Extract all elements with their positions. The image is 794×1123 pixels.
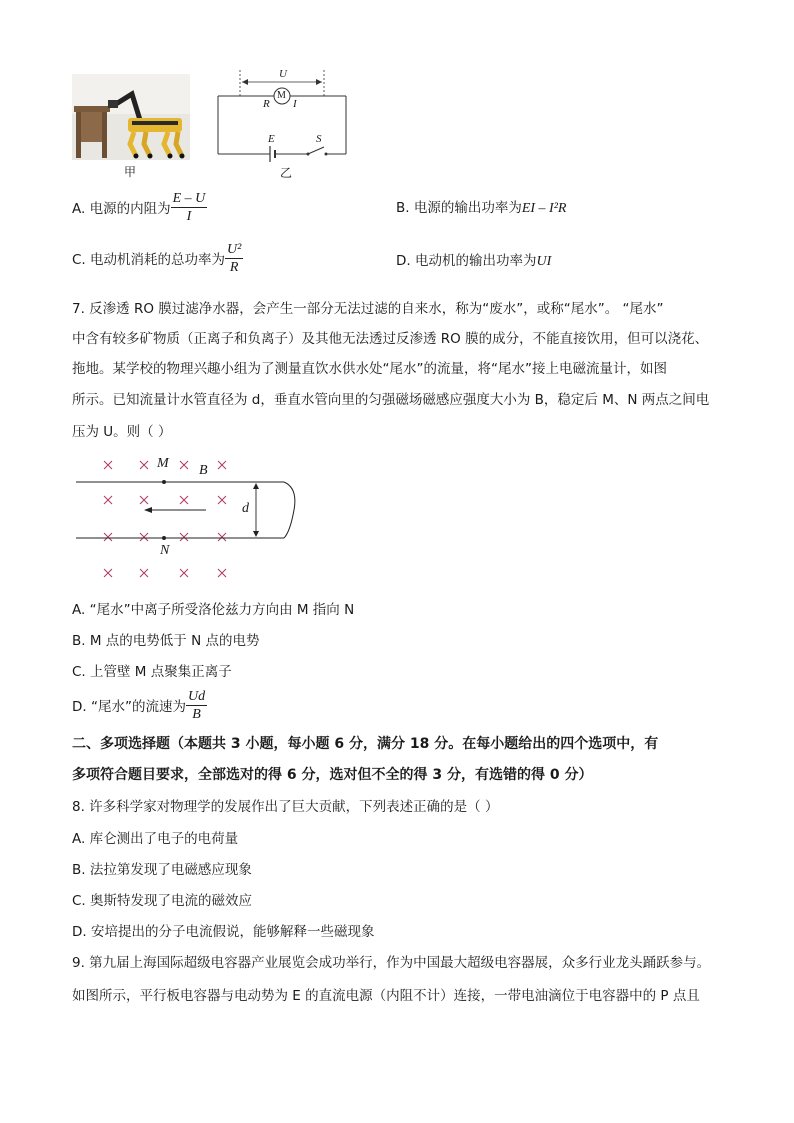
q6-option-a xyxy=(72,186,207,228)
flowmeter-label-d: d xyxy=(242,501,249,516)
flowmeter-label-b: B xyxy=(199,463,208,478)
q6-option-d xyxy=(396,249,551,270)
q6-option-a-text: A. 电源的内阻为 xyxy=(72,201,171,217)
q7-flowmeter-figure xyxy=(72,452,312,586)
q9-stem-line1: 9. 第九届上海国际超级电容器产业展览会成功举行，作为中国最大超级电容器展，众多行业龙头踊跃参与。 xyxy=(72,955,711,971)
q6-option-c-denominator: R xyxy=(229,259,239,275)
robot-dog-photo xyxy=(72,74,190,160)
q7-stem-line4: 所示。已知流量计水管直径为 d，垂直水管向里的匀强磁场磁感应强度大小为 B，稳定后 M、N 两点之间电 xyxy=(72,392,710,408)
q8-option-c: C. 奥斯特发现了电流的磁效应 xyxy=(72,893,253,909)
circuit-label-u: U xyxy=(279,68,287,80)
q8-option-d: D. 安培提出的分子电流假说，能够解释一些磁现象 xyxy=(72,924,375,940)
section2-heading-line2: 多项符合题目要求，全部选对的得 6 分，选对但不全的得 3 分，有选错的得 0 分） xyxy=(72,767,593,783)
circuit-diagram xyxy=(212,66,352,170)
q8-stem: 8. 许多科学家对物理学的发展作出了巨大贡献，下列表述正确的是（ ） xyxy=(72,799,499,815)
figure-jia-caption: 甲 xyxy=(124,165,137,179)
magnetic-field-crosses xyxy=(104,461,226,577)
flowmeter-label-m: M xyxy=(157,456,169,471)
q6-option-b-text: B. 电源的输出功率为 xyxy=(396,200,522,216)
q6-option-c-text: C. 电动机消耗的总功率为 xyxy=(72,252,226,268)
q7-option-a: A. “尾水”中离子所受洛伦兹力方向由 M 指向 N xyxy=(72,602,355,618)
q6-option-c-numerator: U² xyxy=(227,241,242,257)
q7-option-b: B. M 点的电势低于 N 点的电势 xyxy=(72,633,260,649)
q7-option-c: C. 上管壁 M 点聚集正离子 xyxy=(72,664,232,680)
q7-option-d xyxy=(72,684,207,726)
figure-jia xyxy=(72,74,190,160)
circuit-label-i: I xyxy=(293,98,297,110)
q7-stem-line1: 7. 反渗透 RO 膜过滤净水器，会产生一部分无法过滤的自来水，称为“废水”，或称“尾水”。 “尾水” xyxy=(72,301,664,317)
q6-option-c-fraction xyxy=(225,241,243,276)
flowmeter-label-n: N xyxy=(160,543,170,558)
circuit-label-m: M xyxy=(277,90,286,101)
q7-option-d-numerator: Ud xyxy=(187,688,206,704)
q6-option-d-text: D. 电动机的输出功率为 xyxy=(396,253,537,269)
q6-option-a-numerator: E – U xyxy=(172,190,206,206)
q9-stem-line2: 如图所示，平行板电容器与电动势为 E 的直流电源（内阻不计）连接，一带电油滴位于电容器中的 P 点且 xyxy=(72,988,700,1004)
figure-yi-circuit xyxy=(212,66,352,170)
section2-heading-line1: 二、多项选择题（本题共 3 小题，每小题 6 分，满分 18 分。在每小题给出的四个选项中，有 xyxy=(72,736,659,752)
q8-option-b: B. 法拉第发现了电磁感应现象 xyxy=(72,862,252,878)
q6-option-d-formula: UI xyxy=(536,254,552,269)
q6-option-a-denominator: I xyxy=(186,208,192,224)
figure-yi-caption: 乙 xyxy=(280,166,293,180)
q6-option-a-fraction xyxy=(171,190,208,225)
q7-stem-line2: 中含有较多矿物质（正离子和负离子）及其他无法透过反渗透 RO 膜的成分，不能直接饮用，但可以浇花、 xyxy=(72,331,709,347)
q7-option-d-fraction xyxy=(186,688,207,723)
q6-option-b xyxy=(396,196,566,217)
q6-option-b-formula: EI – I²R xyxy=(521,201,567,216)
flowmeter-diagram xyxy=(72,452,312,586)
q6-option-c xyxy=(72,237,243,279)
circuit-label-r: R xyxy=(263,98,270,110)
circuit-label-e: E xyxy=(268,133,275,145)
q7-option-d-text: D. “尾水”的流速为 xyxy=(72,699,186,715)
q7-option-d-denominator: B xyxy=(192,706,201,722)
q7-stem-line3: 拖地。某学校的物理兴趣小组为了测量直饮水供水处“尾水”的流量，将“尾水”接上电磁流量计，如图 xyxy=(72,361,667,377)
q7-stem-line5: 压为 U。则（ ） xyxy=(72,424,172,440)
q8-option-a: A. 库仑测出了电子的电荷量 xyxy=(72,831,239,847)
circuit-label-s: S xyxy=(316,133,322,145)
